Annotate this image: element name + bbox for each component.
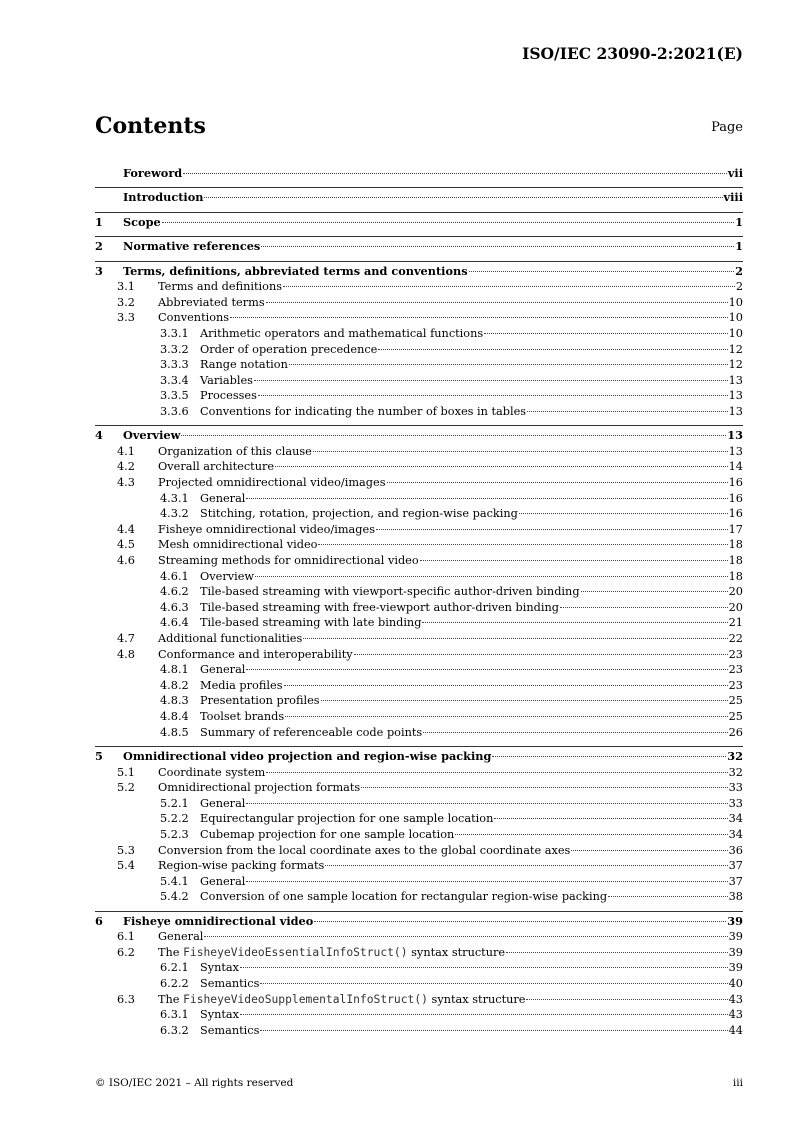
toc-entry-title: Overview — [200, 569, 255, 583]
toc-entry[interactable] — [95, 746, 743, 765]
toc-entry-title: Conventions — [158, 311, 230, 325]
toc-entry-page: 23 — [728, 663, 743, 677]
dot-leader — [420, 560, 728, 561]
toc-entry-page: 39 — [728, 930, 743, 944]
toc-entry-number: 3.1 — [117, 280, 135, 294]
toc-entry-page: viii — [723, 190, 743, 205]
toc-entry-page: 37 — [728, 874, 743, 888]
toc-entry-title: Conformance and interoperability — [158, 647, 353, 661]
toc-entry-title: Omnidirectional projection formats — [158, 781, 361, 795]
toc-entry[interactable] — [95, 425, 743, 444]
dot-leader — [387, 482, 728, 483]
dot-leader — [261, 246, 734, 247]
toc-entry-number: 3.3.5 — [160, 389, 189, 403]
toc-entry-title: General — [200, 796, 246, 810]
toc-entry-number: 4.6.4 — [160, 616, 189, 630]
dot-leader — [246, 881, 727, 882]
toc-entry[interactable] — [95, 647, 743, 663]
toc-entry-page: 32 — [728, 765, 743, 779]
toc-entry[interactable] — [95, 874, 743, 890]
toc-entry-number: 5.2.1 — [160, 796, 189, 810]
toc-entry[interactable] — [95, 678, 743, 694]
toc-entry-page: 16 — [728, 476, 743, 490]
toc-entry-page: 44 — [728, 1023, 743, 1037]
toc-entry-page: 22 — [728, 632, 743, 646]
toc-entry-page: 2 — [735, 263, 743, 278]
toc-entry-number: 2 — [95, 239, 103, 254]
toc-entry-page: 39 — [727, 913, 743, 928]
toc-entry-page: 20 — [728, 585, 743, 599]
toc-entry[interactable] — [95, 357, 743, 373]
toc-entry[interactable] — [95, 765, 743, 781]
toc-entry-page: 13 — [728, 404, 743, 418]
toc-entry-page: 25 — [728, 694, 743, 708]
page-number: iii — [732, 1077, 743, 1089]
toc-entry-page: 23 — [728, 647, 743, 661]
toc-entry[interactable] — [95, 537, 743, 553]
toc-entry-title: Fisheye omnidirectional video — [123, 913, 314, 928]
dot-leader — [325, 865, 727, 866]
dot-leader — [376, 529, 728, 530]
toc-entry[interactable] — [95, 796, 743, 812]
dot-leader — [455, 834, 727, 835]
toc-entry-page: 25 — [728, 709, 743, 723]
toc-entry-number: 4 — [95, 428, 103, 443]
dot-leader — [260, 1030, 727, 1031]
toc-entry-page: vii — [727, 166, 743, 180]
dot-leader — [494, 818, 727, 819]
dot-leader — [361, 787, 727, 788]
toc-entry-number: 3.3 — [117, 311, 135, 325]
toc-entry-title: Presentation profiles — [200, 694, 320, 708]
toc-entry[interactable] — [95, 725, 743, 741]
dot-leader — [260, 983, 727, 984]
toc-entry-number: 4.6.2 — [160, 585, 189, 599]
toc-entry-number: 4.8 — [117, 647, 135, 661]
toc-entry-title: Stitching, rotation, projection, and region-wise packing — [200, 507, 518, 521]
dot-leader — [283, 286, 735, 287]
toc-entry-title: Cubemap projection for one sample location — [200, 827, 455, 841]
toc-entry-title: Summary of referenceable code points — [200, 725, 423, 739]
toc-entry-number: 4.6.3 — [160, 600, 189, 614]
toc-entry-title: Omnidirectional video projection and region-wise packing — [123, 748, 492, 763]
toc-entry-title: General — [200, 491, 246, 505]
toc-entry[interactable] — [95, 976, 743, 992]
dot-leader — [162, 222, 734, 223]
toc-entry[interactable] — [95, 662, 743, 678]
toc-entry-number: 4.5 — [117, 538, 135, 552]
toc-entry-page: 26 — [728, 725, 743, 739]
dot-leader — [519, 513, 728, 514]
toc-entry-number: 5.3 — [117, 843, 135, 857]
toc-entry-title-suffix: syntax structure — [407, 945, 506, 959]
toc-entry-number: 6.3 — [117, 992, 135, 1006]
toc-entry[interactable] — [95, 709, 743, 725]
toc-entry-number: 3.3.1 — [160, 326, 189, 340]
toc-entry-number: 4.1 — [117, 444, 135, 458]
dot-leader — [284, 685, 728, 686]
toc-entry[interactable] — [95, 780, 743, 796]
toc-entry-title: Conversion from the local coordinate axes to the global coordinate axes — [158, 843, 571, 857]
toc-entry[interactable] — [95, 404, 743, 420]
toc-entry-page: 34 — [728, 827, 743, 841]
dot-leader — [240, 967, 728, 968]
toc-entry[interactable] — [95, 693, 743, 709]
dot-leader — [230, 317, 728, 318]
toc-entry-number: 4.2 — [117, 460, 135, 474]
toc-entry[interactable] — [95, 459, 743, 475]
toc-entry-number: 5.2.2 — [160, 812, 189, 826]
code-identifier: FisheyeVideoEssentialInfoStruct() — [183, 945, 408, 959]
toc-entry-title: Equirectangular projection for one sample location — [200, 812, 494, 826]
dot-leader — [314, 921, 726, 922]
dot-leader — [318, 544, 727, 545]
toc-entry-title: Terms, definitions, abbreviated terms and conventions — [123, 263, 468, 278]
toc-entry-page: 10 — [728, 326, 743, 340]
toc-entry-title: Semantics — [200, 977, 260, 991]
toc-entry-number: 6.1 — [117, 930, 135, 944]
toc-entry-title: Syntax — [200, 961, 240, 975]
toc-entry-title-prefix: The — [158, 945, 184, 959]
toc-entry-page: 13 — [728, 373, 743, 387]
toc-entry[interactable] — [95, 310, 743, 326]
toc-entry[interactable] — [95, 166, 743, 182]
toc-entry-title: Processes — [200, 389, 257, 403]
toc-entry[interactable] — [95, 960, 743, 976]
toc-entry[interactable] — [95, 212, 743, 231]
toc-entry-page: 17 — [728, 522, 743, 536]
toc-entry-number: 6.2.2 — [160, 977, 189, 991]
dot-leader — [571, 850, 727, 851]
dot-leader — [285, 716, 727, 717]
toc-entry-page: 18 — [728, 554, 743, 568]
toc-entry-number: 5.2 — [117, 781, 135, 795]
toc-entry-title: General — [200, 874, 246, 888]
toc-entry-title: Abbreviated terms — [158, 295, 265, 309]
toc-entry-title: Overview — [123, 428, 181, 443]
toc-entry-title: Projected omnidirectional video/images — [158, 476, 386, 490]
dot-leader — [240, 1014, 728, 1015]
toc-entry-page: 18 — [728, 538, 743, 552]
dot-leader — [303, 638, 727, 639]
toc-entry[interactable] — [95, 522, 743, 538]
toc-entry-title: Overall architecture — [158, 460, 275, 474]
toc-entry-title: Normative references — [123, 239, 261, 254]
dot-leader — [255, 576, 728, 577]
toc-entry-page: 1 — [735, 214, 743, 229]
toc-entry[interactable] — [95, 326, 743, 342]
toc-entry-number: 4.3.2 — [160, 507, 189, 521]
toc-entry-title: Foreword — [123, 166, 183, 180]
dot-leader — [266, 772, 727, 773]
dot-leader — [258, 395, 728, 396]
toc-entry-number: 5.4.1 — [160, 874, 189, 888]
toc-entry[interactable] — [95, 373, 743, 389]
toc-entry[interactable] — [95, 475, 743, 491]
toc-entry-title: Region-wise packing formats — [158, 859, 325, 873]
toc-entry[interactable] — [95, 553, 743, 569]
toc-entry-number: 3.3.2 — [160, 342, 189, 356]
dot-leader — [526, 999, 727, 1000]
toc-entry-number: 4.8.4 — [160, 709, 189, 723]
toc-entry-title: Additional functionalities — [158, 632, 303, 646]
toc-entry-page: 1 — [735, 239, 743, 254]
copyright-footer: © ISO/IEC 2021 – All rights reserved — [95, 1077, 294, 1089]
toc-entry-number: 1 — [95, 214, 103, 229]
dot-leader — [275, 466, 728, 467]
toc-entry[interactable] — [95, 945, 743, 961]
toc-entry[interactable] — [95, 491, 743, 507]
toc-entry-number: 5.1 — [117, 765, 135, 779]
toc-entry[interactable] — [95, 843, 743, 859]
document-identifier: ISO/IEC 23090-2:2021(E) — [522, 44, 743, 63]
toc-entry[interactable] — [95, 1023, 743, 1039]
toc-entry-title — [158, 945, 505, 961]
dot-leader — [246, 803, 727, 804]
toc-entry[interactable] — [95, 929, 743, 945]
toc-entry-number: 5.4.2 — [160, 890, 189, 904]
dot-leader — [581, 591, 728, 592]
dot-leader — [183, 173, 727, 174]
toc-entry-title: Fisheye omnidirectional video/images — [158, 522, 375, 536]
toc-entry-title: Order of operation precedence — [200, 342, 378, 356]
toc-entry-title: Organization of this clause — [158, 444, 312, 458]
toc-entry[interactable] — [95, 261, 743, 280]
toc-entry-page: 33 — [728, 796, 743, 810]
toc-entry-title: General — [158, 930, 204, 944]
toc-entry-number: 4.8.2 — [160, 678, 189, 692]
toc-entry-number: 4.6.1 — [160, 569, 189, 583]
toc-entry[interactable] — [95, 1007, 743, 1023]
toc-entry-number: 6.3.2 — [160, 1023, 189, 1037]
toc-entry-number: 6.2 — [117, 945, 135, 959]
toc-entry-title: Scope — [123, 214, 161, 229]
toc-entry-number: 6.2.1 — [160, 961, 189, 975]
dot-leader — [527, 411, 728, 412]
toc-entry-page: 32 — [727, 748, 743, 763]
dot-leader — [181, 435, 726, 436]
toc-entry[interactable] — [95, 506, 743, 522]
dot-leader — [484, 333, 727, 334]
toc-entry-title: Tile-based streaming with free-viewport author-driven binding — [200, 600, 559, 614]
dot-leader — [354, 654, 728, 655]
toc-entry-title — [158, 992, 525, 1008]
toc-entry[interactable] — [95, 992, 743, 1008]
toc-entry-page: 10 — [728, 295, 743, 309]
toc-entry-page: 33 — [728, 781, 743, 795]
toc-entry-page: 39 — [728, 961, 743, 975]
toc-entry-number: 4.6 — [117, 554, 135, 568]
toc-entry-page: 12 — [728, 342, 743, 356]
toc-entry-page: 37 — [728, 859, 743, 873]
dot-leader — [378, 349, 727, 350]
dot-leader — [254, 380, 728, 381]
dot-leader — [321, 700, 728, 701]
toc-entry-number: 5 — [95, 748, 103, 763]
toc-entry[interactable] — [95, 858, 743, 874]
toc-entry-number: 5.4 — [117, 859, 135, 873]
dot-leader — [422, 622, 727, 623]
toc-entry-title: Range notation — [200, 358, 288, 372]
toc-entry-number: 4.8.5 — [160, 725, 189, 739]
dot-leader — [204, 936, 727, 937]
toc-entry-page: 43 — [728, 1008, 743, 1022]
toc-entry[interactable] — [95, 388, 743, 404]
dot-leader — [266, 302, 728, 303]
toc-entry-title: Toolset brands — [200, 709, 285, 723]
toc-entry-title-prefix: The — [158, 992, 184, 1006]
toc-entry-number: 3.3.3 — [160, 358, 189, 372]
dot-leader — [560, 607, 728, 608]
toc-entry-title: Streaming methods for omnidirectional video — [158, 554, 419, 568]
toc-entry[interactable] — [95, 569, 743, 585]
dot-leader — [469, 271, 735, 272]
dot-leader — [289, 364, 728, 365]
toc-entry-number: 4.4 — [117, 522, 135, 536]
toc-entry-title: Tile-based streaming with viewport-specific author-driven binding — [200, 585, 580, 599]
toc-entry[interactable] — [95, 279, 743, 295]
toc-entry[interactable] — [95, 342, 743, 358]
toc-entry-page: 12 — [728, 358, 743, 372]
toc-entry[interactable] — [95, 584, 743, 600]
toc-entry-page: 40 — [728, 977, 743, 991]
toc-entry-title: Introduction — [123, 190, 204, 205]
toc-entry-page: 13 — [728, 389, 743, 403]
dot-leader — [204, 197, 722, 198]
toc-entry[interactable] — [95, 631, 743, 647]
dot-leader — [492, 756, 726, 757]
toc-entry-page: 10 — [728, 311, 743, 325]
toc-entry-page: 43 — [728, 992, 743, 1006]
toc-entry-title: Conventions for indicating the number of boxes in tables — [200, 404, 527, 418]
toc-entry-number: 4.7 — [117, 632, 135, 646]
toc-entry-title-suffix: syntax structure — [427, 992, 526, 1006]
code-identifier: FisheyeVideoSupplementalInfoStruct() — [183, 992, 428, 1006]
toc-entry[interactable] — [95, 889, 743, 905]
toc-entry-number: 4.3 — [117, 476, 135, 490]
dot-leader — [313, 451, 728, 452]
toc-entry-page: 21 — [728, 616, 743, 630]
toc-entry-number: 3.3.4 — [160, 373, 189, 387]
dot-leader — [246, 669, 727, 670]
toc-entry-number: 5.2.3 — [160, 827, 189, 841]
toc-entry-page: 23 — [728, 678, 743, 692]
toc-entry-number: 6 — [95, 913, 103, 928]
toc-entry-page: 16 — [728, 491, 743, 505]
toc-entry-number: 3.3.6 — [160, 404, 189, 418]
toc-entry-title: Arithmetic operators and mathematical functions — [200, 326, 484, 340]
toc-entry-title: Terms and definitions — [158, 280, 283, 294]
dot-leader — [246, 498, 727, 499]
toc-entry[interactable] — [95, 615, 743, 631]
toc-entry-page: 18 — [728, 569, 743, 583]
toc-entry-page: 13 — [728, 444, 743, 458]
toc-entry[interactable] — [95, 295, 743, 311]
toc-entry-title: Mesh omnidirectional video — [158, 538, 318, 552]
dot-leader — [506, 952, 728, 953]
toc-entry-number: 4.8.3 — [160, 694, 189, 708]
toc-entry[interactable] — [95, 827, 743, 843]
toc-entry-title: Variables — [200, 373, 253, 387]
toc-entry-page: 13 — [727, 428, 743, 443]
toc-entry-title: Tile-based streaming with late binding — [200, 616, 422, 630]
page-column-label: Page — [711, 120, 743, 135]
toc-entry-title: General — [200, 663, 246, 677]
page-title: Contents — [95, 113, 206, 139]
toc-entry-page: 38 — [728, 890, 743, 904]
toc-entry[interactable] — [95, 911, 743, 930]
toc-entry-page: 14 — [728, 460, 743, 474]
toc-entry-number: 4.3.1 — [160, 491, 189, 505]
toc-entry-page: 16 — [728, 507, 743, 521]
toc-entry-title: Media profiles — [200, 678, 283, 692]
table-of-contents — [95, 166, 743, 1038]
toc-entry-page: 39 — [728, 945, 743, 959]
toc-entry-page: 34 — [728, 812, 743, 826]
toc-entry-number: 3 — [95, 263, 103, 278]
toc-entry-page: 20 — [728, 600, 743, 614]
toc-entry-page: 36 — [728, 843, 743, 857]
toc-entry-page: 2 — [735, 280, 743, 294]
toc-entry-number: 3.2 — [117, 295, 135, 309]
dot-leader — [423, 732, 727, 733]
toc-entry-title: Syntax — [200, 1008, 240, 1022]
toc-entry-title: Coordinate system — [158, 765, 266, 779]
toc-entry[interactable] — [95, 600, 743, 616]
toc-entry[interactable] — [95, 444, 743, 460]
toc-entry[interactable] — [95, 811, 743, 827]
toc-entry-number: 6.3.1 — [160, 1008, 189, 1022]
toc-entry-title: Semantics — [200, 1023, 260, 1037]
toc-entry[interactable] — [95, 187, 743, 206]
toc-entry-number: 4.8.1 — [160, 663, 189, 677]
toc-entry-title: Conversion of one sample location for rectangular region-wise packing — [200, 890, 608, 904]
toc-entry[interactable] — [95, 236, 743, 255]
dot-leader — [608, 896, 728, 897]
